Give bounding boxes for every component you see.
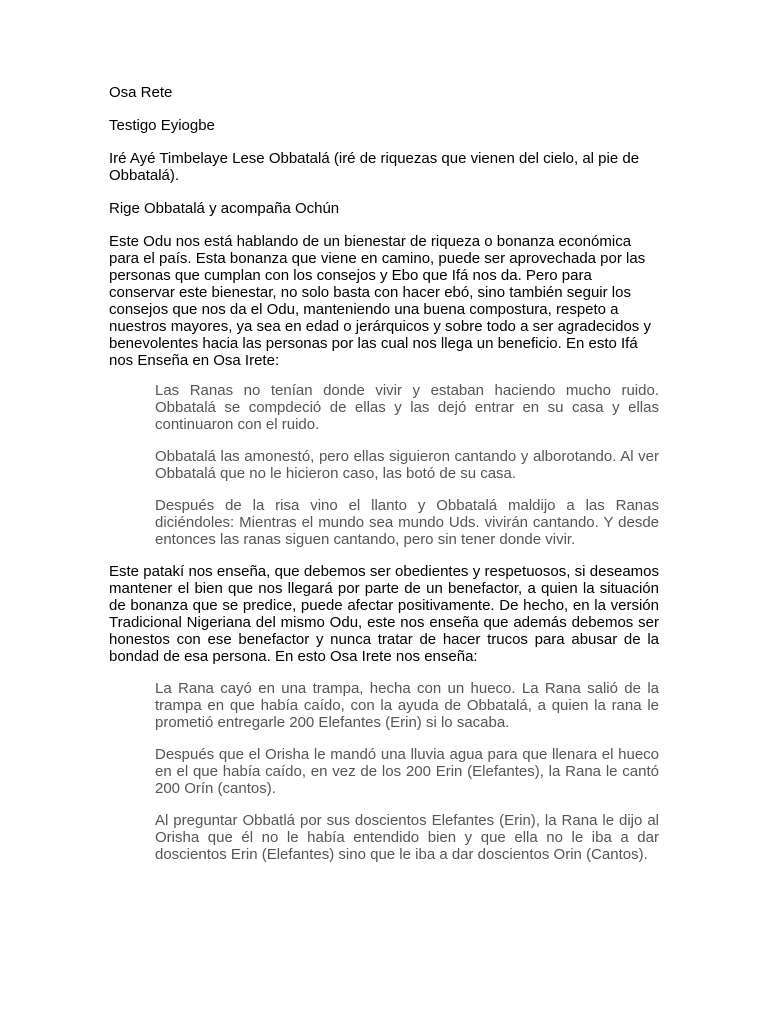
story-1-paragraph: Obbatalá las amonestó, pero ellas siguieron cantando y alborotando. Al ver Obbatalá que no le hicieron caso, las botó de su casa. [155, 448, 659, 482]
story-2-block [109, 680, 659, 863]
story-2-paragraph: Después que el Orisha le mandó una lluvia agua para que llenara el hueco en el que había caído, en vez de los 200 Erin (Elefantes), la Rana le cantó 200 Orín (cantos). [155, 746, 659, 797]
document-title: Osa Rete [109, 84, 173, 101]
lesson-paragraph: Este patakí nos enseña, que debemos ser obedientes y respetuosos, si deseamos mantener el bien que nos llegará por parte de un benefactor, a quien la situación de bonanza que se predice, puede afectar positivamente. De hecho, en la versión Tradicional Nigeriana del mismo Odu, este nos enseña que además debemos ser honestos con ese benefactor y nunca tratar de hacer trucos para abusar de la bondad de esa persona. En esto Osa Irete nos enseña: [109, 563, 659, 665]
witness-line: Testigo Eyiogbe [109, 117, 215, 134]
story-2-paragraph: La Rana cayó en una trampa, hecha con un hueco. La Rana salió de la trampa en que había caído, con la ayuda de Obbatalá, a quien la rana le prometió entregarle 200 Elefantes (Erin) si lo sacaba. [155, 680, 659, 731]
ire-line: Iré Ayé Timbelaye Lese Obbatalá (iré de riquezas que vienen del cielo, al pie de Obbatalá). [109, 150, 640, 184]
intro-paragraph: Este Odu nos está hablando de un bienestar de riqueza o bonanza económica para el país. Esta bonanza que viene en camino, puede ser aprovechada por las personas que cumplan con los consejos y Ebo que Ifá nos da. Pero para conservar este bienestar, no solo basta con hacer ebó, sino también seguir los consejos que nos da el Odu, manteniendo una buena compostura, respeto a nuestros mayores, ya sea en edad o jerárquicos y sobre todo a ser agradecidos y benevolentes hacia las personas por las cual nos llega un beneficio. En esto Ifá nos Enseña en Osa Irete: [109, 233, 651, 369]
story-1-paragraph: Las Ranas no tenían donde vivir y estaban haciendo mucho ruido. Obbatalá se compdeció de ellas y las dejó entrar en su casa y ellas continuaron con el ruido. [155, 382, 659, 433]
story-1-paragraph: Después de la risa vino el llanto y Obbatalá maldijo a las Ranas diciéndoles: Mientras el mundo sea mundo Uds. vivirán cantando. Y desde entonces las ranas siguen cantando, pero sin tener donde vivir. [155, 497, 659, 548]
story-1-block [109, 382, 659, 548]
story-2-paragraph: Al preguntar Obbatlá por sus doscientos Elefantes (Erin), la Rana le dijo al Orisha que él no le había entendido bien y que ella no le iba a dar doscientos Erin (Elefantes) sino que le iba a dar doscientos Orin (Cantos). [155, 812, 659, 863]
rige-line: Rige Obbatalá y acompaña Ochún [109, 200, 340, 217]
document-content [109, 84, 659, 878]
